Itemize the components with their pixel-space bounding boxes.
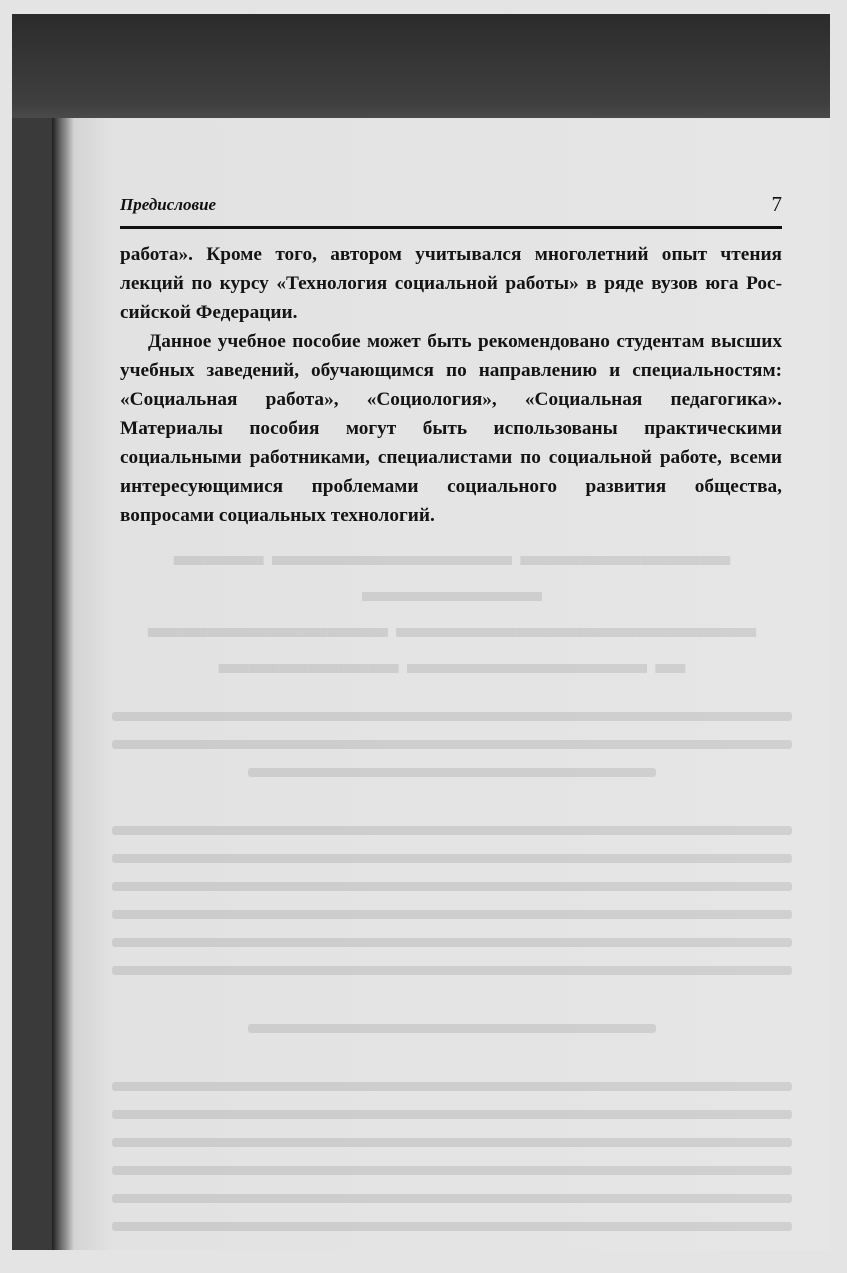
spine-shadow	[52, 118, 74, 1250]
paragraph: Данное учебное пособие может быть рекомендовано студентам высших учебных заведений, обучающимся по направлению и специальностям: «Социальная работа», «Социология», «Социальная педагогика». Материалы пособия могут быть использованы практическими социальными работниками, специалистами по социальной работе, всеми интересующимися проблемами социального развития общества, вопросами социальных технологий.	[120, 331, 782, 526]
paragraph: работа». Кроме того, автором учитывался многолетний опыт чтения лекций по курсу «Технология социальной работы» в ряде вузов юга Российской Федерации.	[120, 244, 782, 323]
show-through-reverse-page: ▬▬▬▬▬▬▬ ▬▬▬▬▬▬▬▬ ▬▬▬ ▬▬▬▬▬▬ ▬▬▬▬▬▬▬▬▬▬▬▬ ▬▬▬▬▬▬▬▬ ▬ ▬▬▬▬▬▬▬▬ ▬▬▬▬▬▬	[112, 538, 792, 1178]
running-title: Предисловие	[120, 195, 217, 214]
page-number: 7	[771, 192, 782, 216]
body-text	[120, 240, 782, 530]
running-header	[120, 192, 782, 229]
scan-top-band	[12, 14, 830, 118]
scan-frame	[12, 14, 830, 1250]
book-page	[52, 118, 830, 1250]
